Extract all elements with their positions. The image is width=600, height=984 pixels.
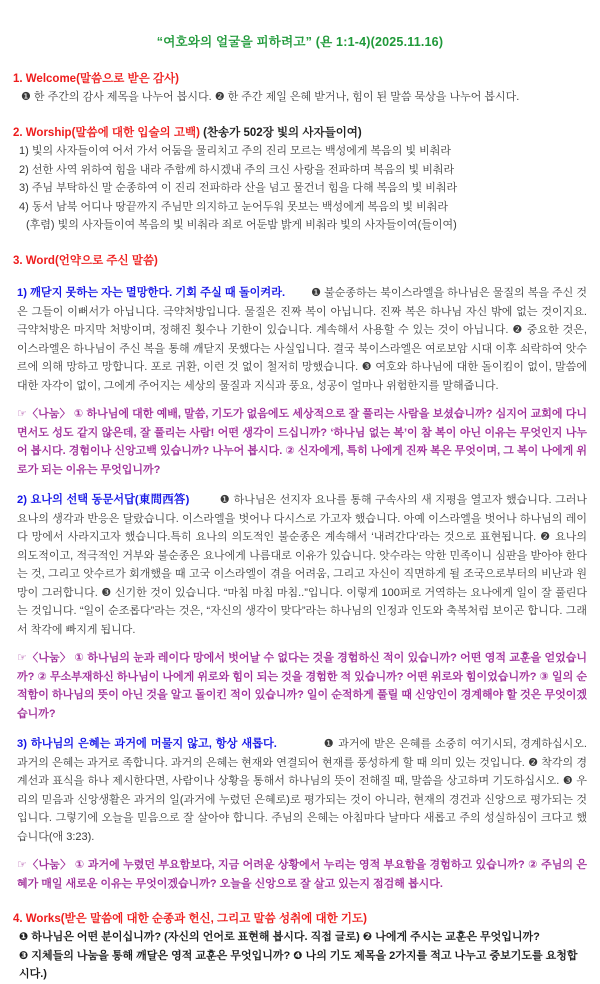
worship-heading-row	[13, 124, 587, 142]
section-works	[13, 910, 587, 984]
word-point-2-paragraph	[13, 491, 587, 639]
section-welcome	[13, 70, 587, 107]
word-point-3-paragraph	[13, 735, 587, 846]
hymn-refrain: (후렴) 빛의 사자들이여 복음의 빛 비춰라 죄로 어둔밤 밝게 비춰라 빛의 사자들이여(들이여)	[26, 219, 457, 232]
word-point-1	[13, 284, 587, 395]
worship-heading: 2. Worship(말씀에 대한 입술의 고백)	[13, 126, 200, 139]
hymn-verse-4: 4) 동서 남북 어디나 땅끝까지 주님만 의지하고 눈어두워 못보는 백성에게 복음의 빛 비춰라	[19, 200, 448, 213]
word-heading: 3. Word(언약으로 주신 말씀)	[13, 254, 158, 267]
section-worship	[13, 124, 587, 235]
welcome-body: ❶ 한 주간의 감사 제목을 나누어 봅시다. ❷ 한 주간 제일 은혜 받거나, 힘이 된 말씀 묵상을 나누어 봅시다.	[21, 91, 520, 104]
word-point-2-body: ❶ 하나님은 선지자 요나를 통해 구속사의 새 지평을 열고자 했습니다. 그러나 요나의 생각과 반응은 달랐습니다. 이스라엘을 벗어나 다시스로 가고자 했습니다. 아예 이스라엘을 벗어나 하나님의 레이다 망에서 사라지고자 했습니다.특히 요나의 의도적인 불순종은 계속해서 ‘내려간다’라는 것으로 표현됩니다. ❷ 요나의 의도적이고, 적극적인 거부와 불순종은 요나에게 나름대로 이유가 있습니다. 앗수라는 악한 민족이니 심판을 받아야 한다는 것, 그리고 앗수르가 회개했을 때 고국 이스라엘이 겪을 어려움, 그리고 자신이 직면하게 될 조국으로부터의 비난과 원망이 그러합니다. ❸ 신기한 것이 있습니다. “마침 마침 마침..”입니다. 이렇게 100퍼로 거역하는 요나에게 일이 잘 풀린다는 것입니다. “일이 순조롭다”라는 것은, “자신의 생각이 맞다”라는 하나님의 인정과 인도와 축복처럼 보이곤 합니다. 그래서 착각에 빠지게 됩니다.	[17, 494, 587, 636]
word-point-2	[13, 491, 587, 639]
word-point-2-heading: 2) 요나의 선택 동문서답(東問西答)	[17, 494, 190, 507]
word-point-3	[13, 735, 587, 846]
works-line-1: ❶ 하나님은 어떤 분이십니까? (자신의 언어로 표현해 봅시다. 직접 글로) ❷ 나에게 주시는 교훈은 무엇입니까?	[19, 931, 540, 944]
section-word	[13, 252, 587, 893]
works-heading: 4. Works(받은 말씀에 대한 순종과 헌신, 그리고 말씀 성취에 대한 기도)	[13, 913, 367, 926]
spacer	[277, 746, 323, 747]
welcome-heading: 1. Welcome(말씀으로 받은 감사)	[13, 73, 179, 85]
word-point-3-body: ❶ 과거에 받은 은혜를 소중히 여기시되, 경계하십시오. 과거의 은혜는 과거로 족합니다. 과거의 은혜는 현재와 연결되어 현재를 풍성하게 할 때 의미 있는 것입니다. ❷ 착각의 경계선과 표식을 하나 제시한다면, 사람이나 상황을 통해서 하나님의 뜻이 전해질 때, 말씀을 상고하며 기도하십시오. ❸ 우리의 믿음과 신앙생활은 과거의 일(과거에 누렸던 은혜로)로 평가되는 것이 아니라, 현재의 경건과 신앙으로 평가되는 것입니다. 그렇기에 오늘을 믿음으로 잘 살아야 합니다. 주님의 은혜는 아침마다 날마다 새롭고 주의 성실하심이 크다고 했습니다(애 3:23).	[17, 737, 587, 843]
hymn-verse-1: 1) 빛의 사자들이여 어서 가서 어둠을 물리치고 주의 진리 모르는 백성에게 복음의 빛 비춰라	[19, 145, 452, 158]
spacer	[285, 295, 311, 296]
works-line-2: ❸ 지체들의 나눔을 통해 깨달은 영적 교훈은 무엇입니까? ❹ 나의 기도 제목을 2가지를 적고 나누고 중보기도를 요청합시다.)	[19, 949, 578, 981]
word-point-1-heading: 1) 깨닫지 못하는 자는 멸망한다. 기회 주실 때 돌이켜라.	[17, 286, 286, 299]
spacer	[189, 502, 219, 503]
hymn-verse-3: 3) 주님 부탁하신 말 순종하여 이 진리 전파하라 산을 넘고 물건너 힘을 다해 복음의 빛 비춰라	[19, 182, 458, 195]
word-point-3-sharing: ☞〈나눔〉 ① 과거에 누렸던 부요함보다, 지금 어려운 상황에서 누리는 영적 부요함을 경험하고 있습니까? ② 주님의 은혜가 매일 새로운 이유는 무엇이겠습니까? 오늘을 신앙으로 잘 살고 있는지 점검해 봅시다.	[17, 859, 587, 890]
word-point-1-sharing: ☞〈나눔〉 ① 하나님에 대한 예배, 말씀, 기도가 없음에도 세상적으로 잘 풀리는 사람을 보셨습니까? 심지어 교회에 다니면서도 성도 같지 않은데, 잘 풀리는 사람! 어떤 생각이 드십니까? ‘하나님 없는 복’이 참 복이 아닌 이유는 무엇인지 나누어 봅시다. 경험이나 신앙고백 있습니까? 나누어 봅시다. ② 신자에게, 특히 나에게 진짜 복은 무엇이며, 그 복이 나에게 위로가 되는 이유는 무엇입니까?	[17, 408, 587, 476]
hymn-verse-2: 2) 선한 사역 위하여 힘을 내라 주함께 하시겠내 주의 크신 사랑을 전파하며 복음의 빛 비춰라	[19, 163, 455, 176]
sermon-title: “여호와의 얼굴을 피하려고” (욘 1:1-4)(2025.11.16)	[156, 35, 444, 49]
word-point-2-sharing: ☞〈나눔〉 ① 하나님의 눈과 레이다 망에서 벗어날 수 없다는 것을 경험하신 적이 있습니까? 어떤 영적 교훈을 얻었습니까? ② 무소부재하신 하나님이 나에게 위로와 힘이 되는 것을 경험한 적 있습니까? 어떤 위로와 힘이었습니까? ③ 일의 순적함이 하나님의 뜻이 아닌 것을 알고 돌이킨 적이 있습니까? 일이 순적하게 풀릴 때 신앙인이 경계해야 할 것은 무엇이겠습니까?	[17, 652, 587, 720]
word-point-1-paragraph	[13, 284, 587, 395]
worship-hymn-ref: (찬송가 502장 빛의 사자들이여)	[203, 126, 362, 139]
word-point-1-body: ❶ 불순종하는 북이스라엘을 하나님은 물질의 복을 주신 것은 그들이 이뻐서가 아닙니다. 극약처방입니다. 물질은 진짜 복이 아닙니다. 진짜 복은 하나님 자신 밖에 없는 것이지요. 극약처방은 마지막 처방이며, 정해진 횟수나 기한이 있습니다. 계속해서 사용할 수 있는 것이 아닙니다. ❷ 중요한 것은, 이스라엘은 하나님이 주신 복을 통해 깨닫지 못했다는 사실입니다. 결국 북이스라엘은 여로보암 시대 이후 쇠락하여 앗수르에 의해 망하고 망합니다. 포로 귀환, 이런 것 없이 철저히 망했습니다. ❸ 여호와 하나님에 대한 돌이킴이 없이, 말씀에 대한 자각이 없이, 그에게 주어지는 세상의 물질과 지식과 풍요, 성공이 얼마나 위험한지를 말해줍니다.	[17, 286, 587, 392]
word-point-3-heading: 3) 하나님의 은혜는 과거에 머물지 않고, 항상 새롭다.	[17, 737, 277, 750]
